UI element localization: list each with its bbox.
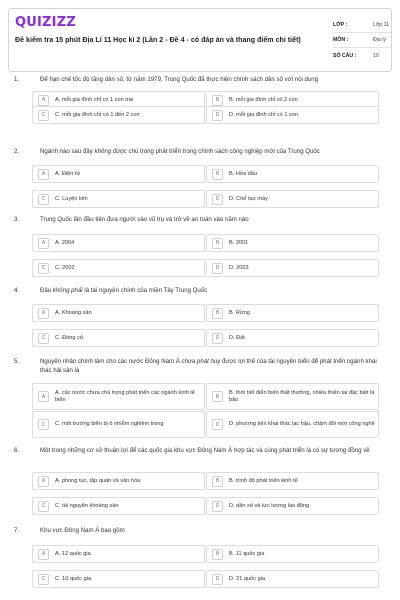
option-letter-badge: B (212, 95, 223, 106)
answer-option-b[interactable] (206, 383, 379, 410)
question-item (14, 148, 386, 202)
option-letter-badge: C (38, 333, 49, 344)
option-text: A. các nước chưa chú trọng phát triển các ngành kinh tế biển (55, 389, 195, 403)
answer-option-d[interactable] (206, 411, 379, 438)
question-item (14, 447, 386, 509)
question-text-part: Khu vực Đông Nam Á bao gồm (40, 527, 125, 534)
option-text: D. Chế tạo máy (229, 195, 268, 202)
question-number: 1. (14, 76, 20, 83)
option-letter-badge: D (212, 263, 223, 274)
question-text-part: Đâu (40, 287, 53, 294)
option-text: A. 2004 (55, 239, 75, 246)
question-item (14, 287, 386, 341)
answer-option-c[interactable] (32, 106, 205, 124)
worksheet-header (8, 8, 392, 72)
question-text-part: được lợi thế của tài nguyên biển để phát triển ngành khai thác hải sản là (40, 358, 377, 374)
option-text: B. thời tiết diễn biến thất thường, nhiều thiên tai đặc biệt là bão (229, 389, 375, 403)
question-header (14, 76, 386, 85)
option-letter-badge: D (212, 419, 223, 430)
question-count-label: SỐ CÂU : (333, 52, 357, 59)
answer-option-d[interactable] (206, 497, 379, 515)
question-number: 2. (14, 148, 20, 155)
option-text: C. môi trường biển bị ô nhiễm nghiêm trọng (55, 421, 164, 427)
option-letter-badge: C (38, 110, 49, 121)
question-text-emphasis: chưa phát huy (181, 358, 221, 365)
question-text-part: Nguyên nhân chính làm cho các nước Đông Nam Á (40, 358, 182, 365)
option-text: A. mỗi gia đình chỉ có 1 con trai (55, 96, 134, 103)
question-count-value: 10 (373, 52, 379, 59)
question-text (40, 358, 386, 375)
question-header (14, 216, 386, 225)
question-text (40, 148, 386, 157)
question-text (40, 527, 386, 536)
subject-value: Địa lý (373, 37, 386, 43)
subject-label: MÔN : (333, 37, 349, 43)
answer-option-b[interactable] (206, 545, 379, 563)
question-header (14, 447, 386, 456)
option-letter-badge: A (38, 476, 49, 487)
option-text: C. Đồng cỏ (55, 334, 83, 341)
question-header (14, 527, 386, 536)
worksheet-meta (333, 18, 391, 63)
answer-option-d[interactable] (206, 570, 379, 588)
option-text: D. Đất (229, 334, 245, 341)
question-number: 7. (14, 527, 20, 534)
answer-option-c[interactable] (32, 190, 205, 208)
question-text (40, 216, 386, 225)
option-letter-badge: A (38, 238, 49, 249)
option-letter-badge: C (38, 501, 49, 512)
class-row (333, 18, 391, 33)
question-text-emphasis: không phải (52, 287, 83, 294)
question-header (14, 358, 386, 375)
option-text: A. 12 quốc gia (55, 550, 91, 557)
subject-row (333, 33, 391, 48)
answer-option-a[interactable] (32, 383, 205, 410)
option-text: C. tài nguyên khoáng sản (55, 502, 119, 509)
answer-option-b[interactable] (206, 165, 379, 183)
option-text: A. Điện tử (55, 170, 81, 177)
question-count-row (333, 48, 391, 63)
question-number: 5. (14, 358, 20, 365)
option-text: C. 10 quốc gia (55, 575, 92, 582)
option-letter-badge: C (38, 263, 49, 274)
answer-option-a[interactable] (32, 545, 205, 563)
question-text-part: Trung Quốc lần đầu tiên đưa người vào vũ trụ và trở về an toàn vào năm nào (40, 216, 249, 223)
option-letter-badge: B (212, 476, 223, 487)
option-letter-badge: C (38, 419, 49, 430)
option-text: B. trình độ phát triển kinh tế (229, 477, 298, 484)
question-text-emphasis: không được (94, 148, 127, 155)
question-item (14, 358, 386, 428)
option-letter-badge: C (38, 194, 49, 205)
question-text (40, 76, 386, 85)
option-letter-badge: A (38, 95, 49, 106)
option-text: D. dân số và lực lượng lao động (229, 502, 310, 509)
option-letter-badge: C (38, 574, 49, 585)
option-letter-badge: B (212, 308, 223, 319)
option-text: B. 2001 (229, 239, 249, 246)
option-text: D. mỗi gia đình chỉ có 1 con (229, 111, 299, 118)
option-text: D. 2003 (229, 264, 249, 271)
option-text: C. 2002 (55, 264, 75, 271)
answer-option-c[interactable] (32, 570, 205, 588)
class-value: Lớp 11 (373, 22, 389, 28)
option-letter-badge: B (212, 238, 223, 249)
answer-option-c[interactable] (32, 411, 205, 438)
answer-option-d[interactable] (206, 106, 379, 124)
question-text-part: Một trong những cơ sở thuận lợi để các quốc gia khu vực Đông Nam Á hợp tác và cùng phát triển là có sự tương đồng về (40, 447, 370, 454)
option-letter-badge: B (212, 391, 223, 402)
answer-option-a[interactable] (32, 304, 205, 322)
answer-option-c[interactable] (32, 329, 205, 347)
answer-option-b[interactable] (206, 234, 379, 252)
answer-option-a[interactable] (32, 234, 205, 252)
answer-option-a[interactable] (32, 472, 205, 490)
question-text-part: chú trọng phát triển trong chính sách công nghiệp mới của Trung Quốc (126, 148, 320, 155)
question-text (40, 287, 386, 296)
answer-option-c[interactable] (32, 497, 205, 515)
option-text: B. Hóa dầu (229, 170, 257, 177)
option-letter-badge: B (212, 169, 223, 180)
option-letter-badge: A (38, 169, 49, 180)
class-label: LỚP : (333, 22, 348, 28)
question-text (40, 447, 386, 456)
question-number: 4. (14, 287, 20, 294)
question-number: 3. (14, 216, 20, 223)
answer-option-c[interactable] (32, 259, 205, 277)
answer-option-d[interactable] (206, 190, 379, 208)
question-header (14, 287, 386, 296)
question-number: 6. (14, 447, 20, 454)
option-letter-badge: A (38, 391, 49, 402)
question-item (14, 527, 386, 582)
worksheet-title: Đề kiểm tra 15 phút Địa Lí 11 Học kì 2 (Lần 2 - Đề 4 - có đáp án và thang điểm chi tiết) (15, 36, 301, 44)
option-letter-badge: D (212, 574, 223, 585)
option-letter-badge: A (38, 308, 49, 319)
answer-option-d[interactable] (206, 329, 379, 347)
question-header (14, 148, 386, 157)
option-text: B. mỗi gia đình chỉ có 2 con (229, 96, 298, 103)
answer-option-b[interactable] (206, 304, 379, 322)
option-text: D. phương tiện khai thác lạc hậu, chậm đổi mới công nghệ (229, 421, 375, 427)
option-text: C. mỗi gia đình chỉ có 1 đến 2 con (55, 111, 140, 118)
answer-option-d[interactable] (206, 259, 379, 277)
question-text-part: là tài nguyên chính của miền Tây Trung Quốc (82, 287, 208, 294)
answer-option-a[interactable] (32, 165, 205, 183)
answer-option-b[interactable] (206, 472, 379, 490)
quizizz-logo: QUIZIZZ (15, 15, 76, 30)
question-item (14, 76, 386, 118)
option-letter-badge: A (38, 549, 49, 560)
option-text: B. 11 quốc gia (229, 550, 265, 557)
option-text: D. 21 quốc gia (229, 575, 266, 582)
question-text-part: Ngành nào sau đây (40, 148, 95, 155)
option-text: A. Khoáng sản (55, 309, 92, 316)
option-letter-badge: D (212, 110, 223, 121)
option-text: C. Luyện kim (55, 195, 88, 202)
option-text: A. phong tục, tập quán và văn hóa (55, 477, 141, 484)
option-letter-badge: D (212, 501, 223, 512)
question-item (14, 216, 386, 271)
option-letter-badge: D (212, 194, 223, 205)
option-letter-badge: B (212, 549, 223, 560)
option-letter-badge: D (212, 333, 223, 344)
option-text: B. Rừng (229, 309, 250, 316)
question-text-part: Để hạn chế tốc độ tăng dân số, từ năm 1979, Trung Quốc đã thực hiện chính sách dân số với nội dung (40, 76, 319, 83)
